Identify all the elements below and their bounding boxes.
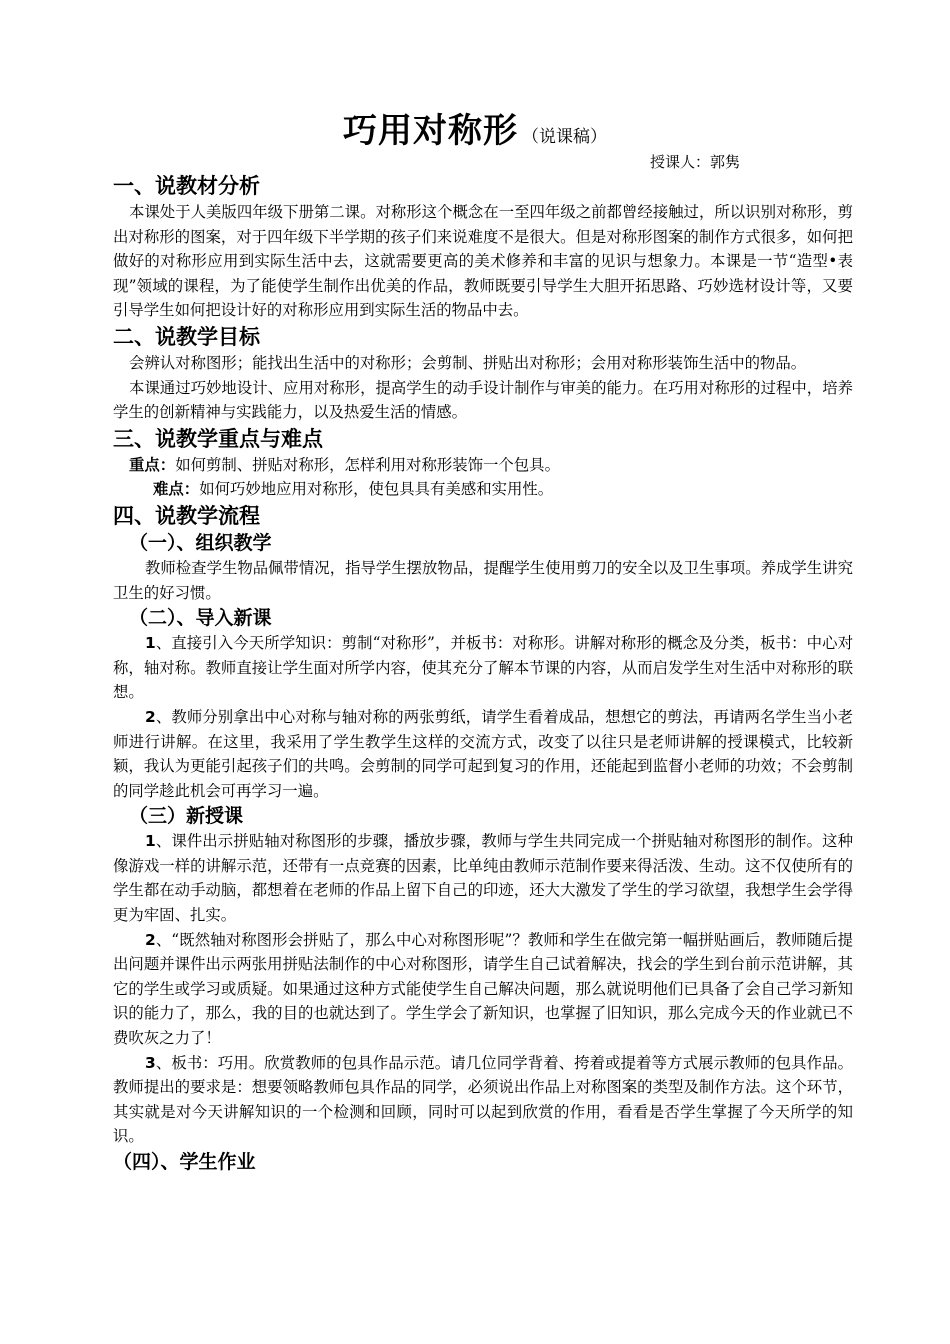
section-heading-teaching-goals: 二、说教学目标: [113, 324, 260, 349]
paragraph: [113, 928, 853, 1051]
document-subtitle: （说课稿）: [522, 127, 607, 147]
difficulty-label: 难点：: [153, 480, 200, 499]
paragraph: 本课通过巧妙地设计、应用对称形，提高学生的动手设计制作与审美的能力。在巧用对称形的过程中，培养学生的创新精神与实践能力，以及热爱生活的情感。: [113, 378, 853, 422]
difficulty-line: [113, 477, 853, 502]
item-number: 2: [145, 930, 156, 949]
item-number: 2: [145, 707, 156, 726]
paragraph: 会辨认对称图形；能找出生活中的对称形；会剪制、拼贴出对称形；会用对称形装饰生活中的物品。: [129, 353, 807, 372]
title-row: [0, 103, 950, 152]
key-point-line: [113, 453, 853, 478]
subsection-heading-introduction: （二）、导入新课: [129, 607, 272, 630]
document-body: [113, 172, 853, 1175]
paragraph: [113, 1051, 853, 1149]
paragraph: [113, 631, 853, 705]
paragraph: 本课处于人美版四年级下册第二课。对称形这个概念在一至四年级之前都曾经接触过，所以识别对称形，剪出对称形的图案，对于四年级下半学期的孩子们来说难度不是很大。但是对称形图案的制作方式很多，如何把做好的对称形应用到实际生活中去，这就需要更高的美术修养和丰富的见识与想象力。本课是一节“造型•表现”领域的课程，为了能使学生制作出优美的作品，教师既要引导学生大胆开拓思路、巧妙选材设计等，又要引导学生如何把设计好的对称形应用到实际生活的物品中去。: [113, 203, 853, 320]
key-point-text: 如何剪制、拼贴对称形，怎样利用对称形装饰一个包具。: [175, 455, 560, 474]
author-line: 授课人：郭隽: [650, 153, 741, 171]
document-title: 巧用对称形: [343, 111, 518, 151]
paragraph-text: 、教师分别拿出中心对称与轴对称的两张剪纸，请学生看着成品，想想它的剪法，再请两名学生当小老师进行讲解。在这里，我采用了学生教学生这样的交流方式，改变了以往只是老师讲解的授课模式，比较新颖，我认为更能引起孩子们的共鸣。会剪制的同学可起到复习的作用，还能起到监督小老师的功效；不会剪制的同学趁此机会可再学习一遍。: [113, 707, 853, 800]
paragraph-text: 、板书：巧用。欣赏教师的包具作品示范。请几位同学背着、挎着或提着等方式展示教师的包具作品。教师提出的要求是：想要领略教师包具作品的同学，必须说出作品上对称图案的类型及制作方法。这个环节，其实就是对今天讲解知识的一个检测和回顾，同时可以起到欣赏的作用，看看是否学生掌握了今天所学的知识。: [113, 1053, 853, 1146]
paragraph: [113, 705, 853, 803]
paragraph-text: 、“既然轴对称图形会拼贴了，那么中心对称图形呢”？教师和学生在做完第一幅拼贴画后，教师随后提出问题并课件出示两张用拼贴法制作的中心对称图形，请学生自己试着解决，找会的学生到台前示范讲解，其它的学生或学习或质疑。如果通过这种方式能使学生自己解决问题，那么就说明他们已具备了会自己学习新知识的能力了，那么，我的目的也就达到了。学生学会了新知识，也掌握了旧知识，那么完成今天的作业就已不费吹灰之力了！: [113, 930, 853, 1048]
section-heading-textbook-analysis: 一、说教材分析: [113, 174, 260, 198]
subsection-heading-homework: （四）、学生作业: [113, 1151, 256, 1173]
subsection-heading-organize: （一）、组织教学: [129, 531, 272, 554]
item-number: 3: [145, 1053, 156, 1072]
key-point-label: 重点：: [129, 455, 176, 474]
paragraph-text: 、课件出示拼贴轴对称图形的步骤，播放步骤，教师与学生共同完成一个拼贴轴对称图形的制作。这种像游戏一样的讲解示范，还带有一点竞赛的因素，比单纯由教师示范制作要来得活泼、生动。这不仅使所有的学生都在动手动脑，都想着在老师的作品上留下自己的印迹，还大大激发了学生的学习欲望，我想学生会学得更为牢固、扎实。: [113, 832, 853, 925]
paragraph: 教师检查学生物品佩带情况，指导学生摆放物品，提醒学生使用剪刀的安全以及卫生事项。养成学生讲究卫生的好习惯。: [113, 558, 853, 602]
item-number: 1: [145, 634, 156, 653]
paragraph: [113, 829, 853, 927]
section-heading-key-points: 三、说教学重点与难点: [113, 426, 323, 451]
section-heading-teaching-process: 四、说教学流程: [113, 503, 260, 528]
item-number: 1: [145, 832, 156, 851]
subsection-heading-new-lesson: （三）新授课: [129, 805, 244, 828]
difficulty-text: 如何巧妙地应用对称形，使包具具有美感和实用性。: [199, 480, 554, 499]
paragraph-text: 、直接引入今天所学知识：剪制“对称形”，并板书：对称形。讲解对称形的概念及分类，板书：中心对称，轴对称。教师直接让学生面对所学内容，使其充分了解本节课的内容，从而启发学生对生活中对称形的联想。: [113, 634, 853, 702]
